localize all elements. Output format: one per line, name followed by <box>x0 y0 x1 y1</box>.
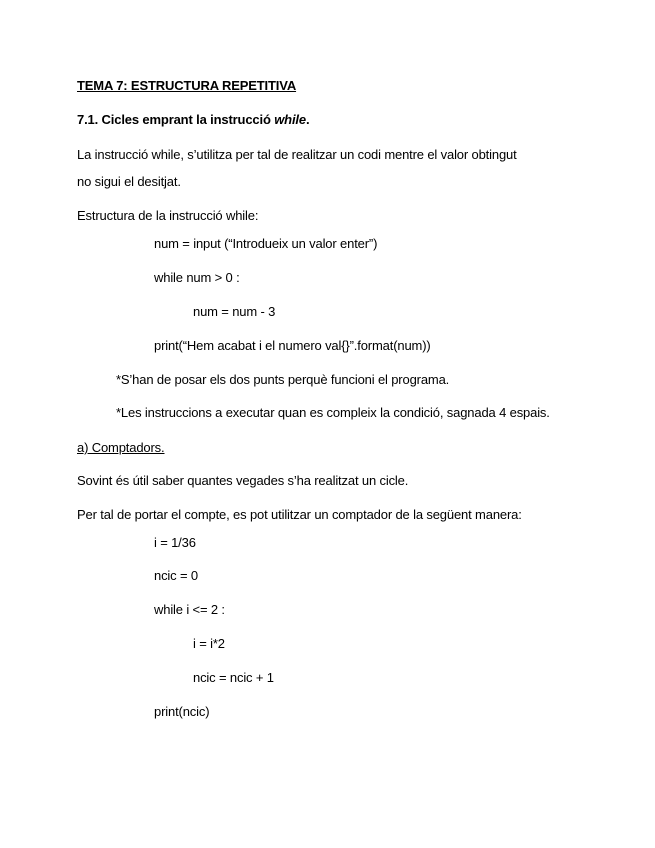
code-line: print(“Hem acabat i el numero val{}”.format(num)) <box>154 338 431 353</box>
code-line: while i <= 2 : <box>154 602 225 617</box>
code-line: num = input (“Introdueix un valor enter”) <box>154 236 378 251</box>
note-line-1: *S’han de posar els dos punts perquè funcioni el programa. <box>116 372 450 387</box>
section-title-keyword: while <box>274 112 306 127</box>
document-heading: TEMA 7: ESTRUCTURA REPETITIVA <box>77 78 297 93</box>
section-title <box>77 112 309 128</box>
structure-label: Estructura de la instrucció while: <box>77 208 259 223</box>
section-title-suffix: . <box>305 112 310 127</box>
code-line: while num > 0 : <box>154 270 240 285</box>
counter-text-1: Sovint és útil saber quantes vegades s’ha realitzat un cicle. <box>77 473 409 488</box>
note-line-2: *Les instruccions a executar quan es compleix la condició, sagnada 4 espais. <box>116 405 550 420</box>
code-line-indented: ncic = ncic + 1 <box>193 670 274 685</box>
code-line-indented: num = num - 3 <box>193 304 276 319</box>
intro-line-1: La instrucció while, s’utilitza per tal de realitzar un codi mentre el valor obtingut <box>77 147 517 162</box>
code-line: print(ncic) <box>154 704 210 719</box>
code-line: ncic = 0 <box>154 568 198 583</box>
intro-line-2: no sigui el desitjat. <box>77 174 181 189</box>
subsection-title: a) Comptadors. <box>77 440 165 455</box>
section-title-prefix: 7.1. Cicles emprant la instrucció <box>77 112 275 127</box>
counter-text-2: Per tal de portar el compte, es pot utilitzar un comptador de la següent manera: <box>77 507 522 522</box>
code-line-indented: i = i*2 <box>193 636 225 651</box>
code-line: i = 1/36 <box>154 535 196 550</box>
